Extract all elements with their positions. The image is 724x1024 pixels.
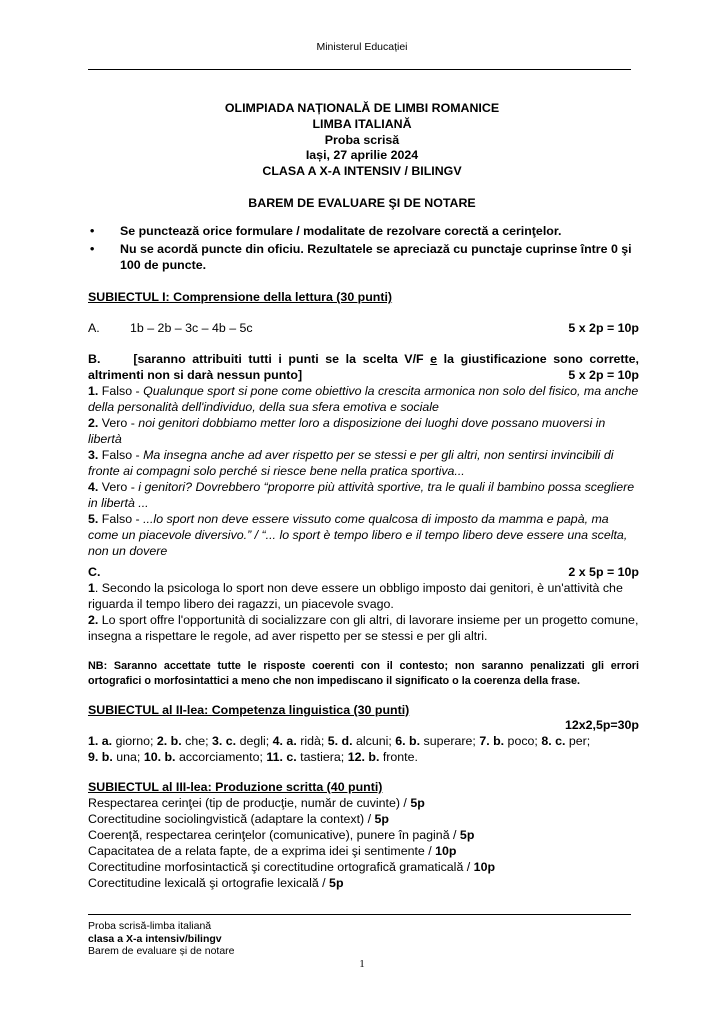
part-b-instructions: B. [saranno attribuiti tutti i punti se la scelta V/F e la giustificazione sono corrette, altrimenti non si darà nessun punto]: [88, 352, 639, 382]
section-3-criteria: [88, 795, 639, 891]
footer-line: Proba scrisă-limba italiană: [88, 920, 212, 932]
section-3-title: SUBIECTUL al III-lea: Produzione scritta (40 punti): [88, 780, 383, 794]
part-a-score: 5 x 2p = 10p: [568, 321, 639, 335]
header-divider: [88, 69, 631, 70]
criterion-item: Capacitatea de a relata fapte, de a exprima idei şi sentimente / 10p: [88, 844, 457, 858]
general-rules: [88, 223, 638, 275]
part-c-label: C.: [88, 565, 101, 579]
answer-item: 1. Falso - Qualunque sport si pone come obiettivo la crescita armonica non solo del fisico, ma anche della personalità dell'individuo, della sua sfera emotiva e sociale: [88, 384, 639, 414]
title-line-olympiad: OLIMPIADA NAȚIONALĂ DE LIMBI ROMANICE: [224, 101, 500, 115]
bullet-icon: •: [90, 242, 95, 256]
footer-line: Barem de evaluare și de notare: [88, 945, 235, 957]
part-b-score: 5 x 2p = 10p: [568, 368, 639, 382]
part-b-answers: [88, 383, 639, 559]
title-line-class: CLASA A X-A INTENSIV / BILINGV: [262, 164, 462, 179]
title-line-place-date: Iași, 27 aprilie 2024: [305, 148, 419, 163]
criterion-item: Respectarea cerinţei (tip de producţie, număr de cuvinte) / 5p: [88, 796, 425, 810]
section-2-title: SUBIECTUL al II-lea: Competenza linguistica (30 punti): [88, 703, 410, 717]
answer-item: 1. Secondo la psicologa lo sport non deve essere un obbligo imposto dai genitori, è un'attività che riguarda il tempo libero dei ragazzi, un piacevole svago.: [88, 581, 623, 611]
part-c-score: 2 x 5p = 10p: [568, 565, 639, 579]
barem-heading: BAREM DE EVALUARE ŞI DE NOTARE: [248, 196, 476, 210]
part-a-answers: 1b – 2b – 3c – 4b – 5c: [130, 321, 253, 335]
page-footer: [88, 920, 235, 958]
criterion-item: Corectitudine sociolingvistică (adaptare la context) / 5p: [88, 812, 389, 826]
nb-note: NB: Saranno accettate tutte le risposte coerenti con il contesto; non saranno penalizzati gli errori ortografici o morfosintattici a meno che non impediscano il significato o la coerenza della frase.: [88, 660, 639, 687]
answer-item: 2. Vero - noi genitori dobbiamo metter loro a disposizione dei luoghi dove possano muoversi in libertà: [88, 416, 606, 446]
page-number: 1: [359, 958, 365, 970]
part-c-header: [88, 564, 639, 580]
criterion-item: Corectitudine morfosintactică şi corectitudine ortografică gramaticală / 10p: [88, 860, 496, 874]
answer-line: 9. b. una; 10. b. accorciamento; 11. c. tastiera; 12. b. fronte.: [88, 750, 418, 764]
title-line-exam-type: Proba scrisă: [324, 132, 400, 147]
part-a-label: A.: [88, 321, 100, 335]
answer-item: 3. Falso - Ma insegna anche ad aver rispetto per se stessi e per gli altri, non sentirsi invincibili di fronte ai compagni solo perché si riesce bene nella pratica sportiva...: [88, 448, 614, 478]
rule-item: • Se punctează orice formulare / modalitate de rezolvare corectă a cerinţelor.: [90, 224, 562, 238]
section-1-title: SUBIECTUL I: Comprensione della lettura (30 punti): [88, 290, 393, 304]
part-a: [88, 320, 639, 336]
section-2-score: 12x2,5p=30p: [564, 718, 639, 732]
answer-item: 5. Falso - ...lo sport non deve essere vissuto come qualcosa di imposto da mamma e papà, ma come un piacevole diversivo.” / “... lo sport è tempo libero e il tempo libero deve essere una scelta, non un dovere: [88, 512, 628, 558]
footer-line: clasa a X-a intensiv/bilingv: [88, 932, 222, 945]
title-line-language: LIMBA ITALIANĂ: [312, 116, 412, 131]
criterion-item: Coerenţă, respectarea cerinţelor (comunicative), punere în pagină / 5p: [88, 828, 475, 842]
answer-item: 4. Vero - i genitori? Dovrebbero “proporre più attività sportive, tra le quali il bambino possa scegliere in libertà ...: [88, 480, 635, 510]
footer-divider: [88, 914, 631, 915]
answer-line: 1. a. giorno; 2. b. che; 3. c. degli; 4. a. ridà; 5. d. alcuni; 6. b. superare; 7. b. poco; 8. c. per;: [88, 734, 591, 748]
part-c-answers: [88, 580, 639, 644]
document-title: [0, 101, 724, 180]
rule-item: • Nu se acordă puncte din oficiu. Rezultatele se apreciază cu punctaje cuprinse între 0 şi 100 de puncte.: [90, 242, 632, 272]
criterion-item: Corectitudine lexicală şi ortografie lexicală / 5p: [88, 876, 344, 890]
section-2-answers: [88, 733, 639, 765]
page-header: Ministerul Educației: [316, 41, 408, 53]
bullet-icon: •: [90, 224, 95, 238]
answer-item: 2. Lo sport offre l'opportunità di socializzare con gli altri, di lavorare insieme per un progetto comune, insegna a rispettare le regole, ad aver rispetto per se stessi e per gli altri.: [88, 613, 639, 643]
